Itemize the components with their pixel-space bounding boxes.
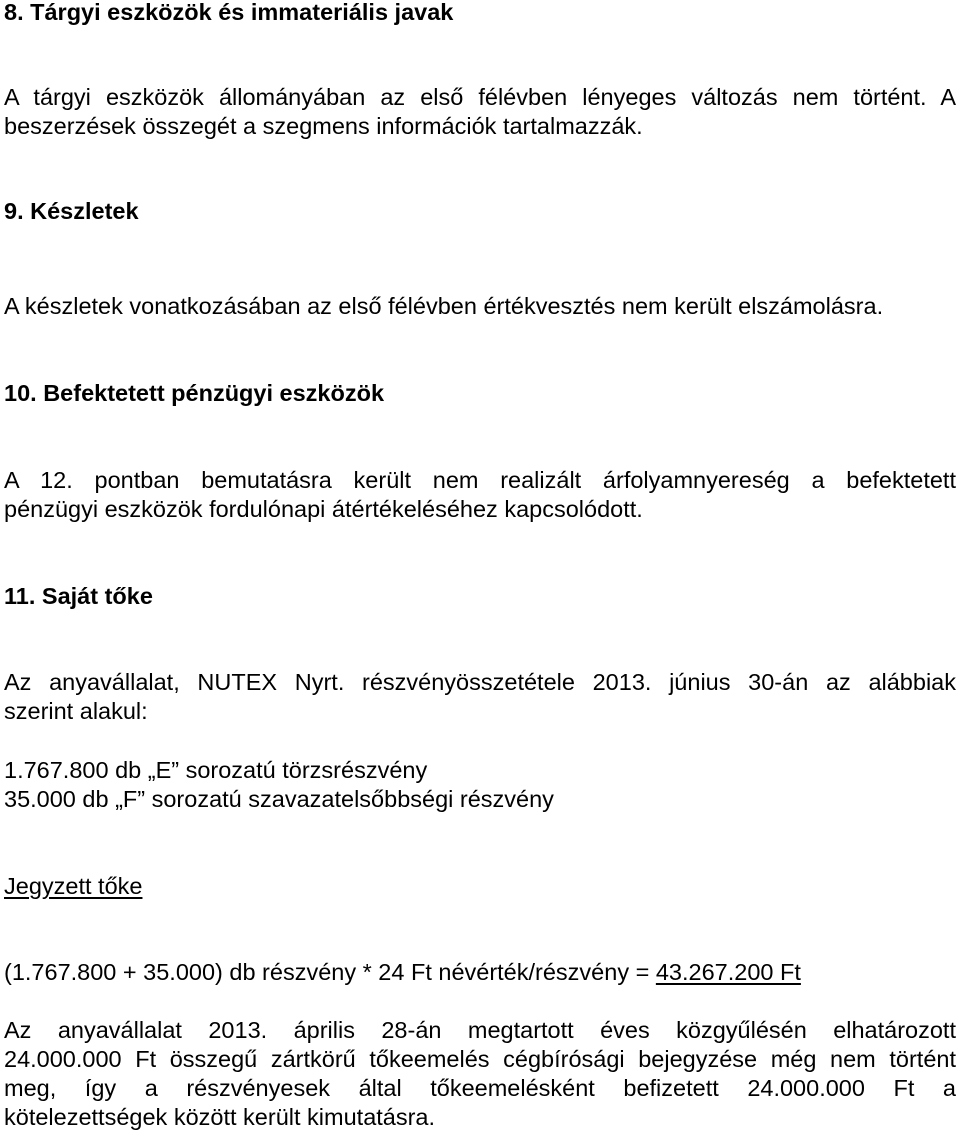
heading-9: 9. Készletek bbox=[4, 198, 139, 224]
heading-10: 10. Befektetett pénzügyi eszközök bbox=[4, 380, 385, 406]
paragraph-10 bbox=[4, 466, 956, 524]
subheading-jegyzett-toke: Jegyzett tőke bbox=[4, 873, 143, 899]
paragraph-11 bbox=[4, 668, 956, 726]
paragraph-9-line-1: A készletek vonatkozásában az első félévben értékvesztés nem került elszámolásra. bbox=[4, 293, 884, 319]
paragraph-10-line-2: pénzügyi eszközök fordulónapi átértékeléséhez kapcsolódott. bbox=[4, 496, 643, 522]
paragraph-8-line-1: A tárgyi eszközök állományában az első félévben lényeges változás nem történt. A bbox=[4, 84, 956, 110]
paragraph-8-line-2: beszerzések összegét a szegmens információk tartalmazzák. bbox=[4, 113, 643, 139]
share-list-item: 35.000 db „F” sorozatú szavazatelsőbbségi részvény bbox=[4, 786, 554, 812]
paragraph-capital-increase bbox=[4, 1016, 956, 1132]
heading-8: 8. Tárgyi eszközök és immateriális javak bbox=[4, 0, 454, 25]
capital-formula bbox=[4, 958, 956, 987]
capital-formula-expression: (1.767.800 + 35.000) db részvény * 24 Ft névérték/részvény = bbox=[4, 959, 656, 985]
capital-formula-result: 43.267.200 Ft bbox=[655, 959, 801, 985]
heading-11: 11. Saját tőke bbox=[4, 583, 153, 609]
share-list bbox=[4, 756, 956, 814]
share-list-item: 1.767.800 db „E” sorozatú törzsrészvény bbox=[4, 757, 428, 783]
paragraph-8 bbox=[4, 83, 956, 141]
paragraph-10-line-1: A 12. pontban bemutatásra került nem realizált árfolyamnyereség a befektetett bbox=[4, 467, 956, 493]
paragraph-11-line-2: szerint alakul: bbox=[4, 698, 148, 724]
paragraph-capital-increase-line: meg, így a részvényesek által tőkeemelésként befizetett 24.000.000 Ft a bbox=[4, 1075, 956, 1101]
paragraph-9 bbox=[4, 292, 956, 321]
paragraph-capital-increase-line: Az anyavállalat 2013. április 28-án megtartott éves közgyűlésén elhatározott bbox=[4, 1017, 956, 1043]
paragraph-capital-increase-line: 24.000.000 Ft összegű zártkörű tőkeemelés cégbírósági bejegyzése még nem történt bbox=[4, 1046, 956, 1072]
paragraph-11-line-1: Az anyavállalat, NUTEX Nyrt. részvényösszetétele 2013. június 30-án az alábbiak bbox=[4, 669, 956, 695]
paragraph-capital-increase-line: kötelezettségek között került kimutatásra. bbox=[4, 1104, 436, 1130]
